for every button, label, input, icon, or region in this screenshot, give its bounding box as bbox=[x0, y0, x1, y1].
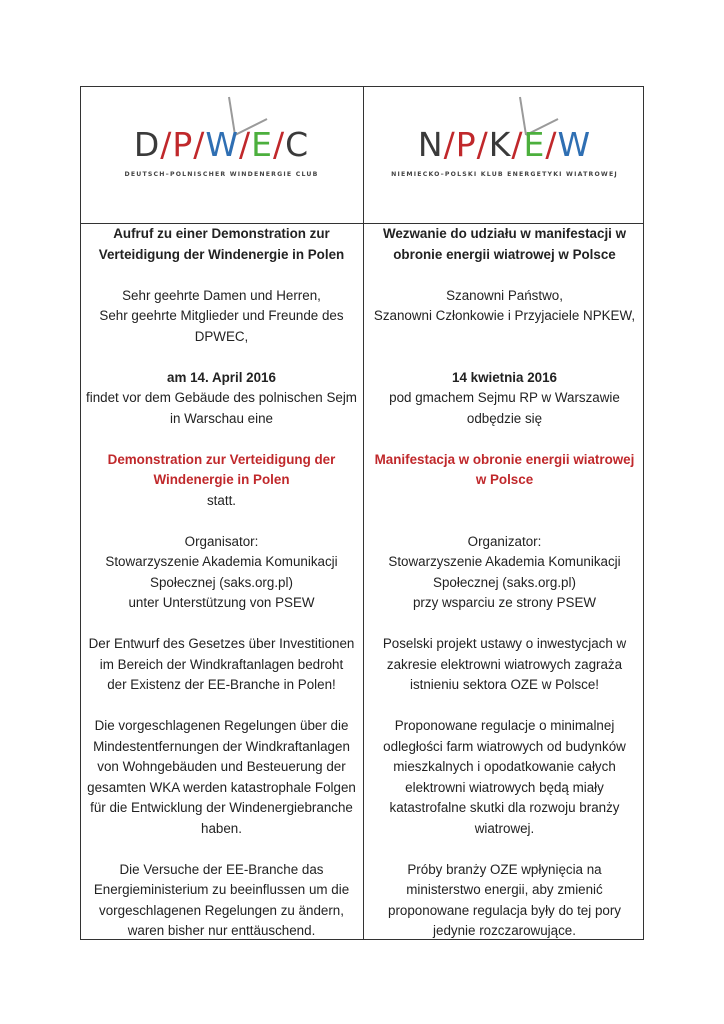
polish-paragraph-line: katastrofalne skutki dla rozwoju branży bbox=[389, 800, 620, 815]
german-event-statt: statt. bbox=[206, 492, 237, 508]
german-paragraph-line: Mindestentfernungen der Windkraftanlagen bbox=[93, 738, 350, 754]
polish-column bbox=[364, 224, 645, 942]
german-title-line: Verteidigung der Windenergie in Polen bbox=[98, 246, 345, 262]
polish-greeting-line: Szanowni Państwo, bbox=[446, 287, 563, 303]
german-organizer-line: Stowarzyszenie Akademia Komunikacji bbox=[105, 554, 338, 569]
polish-paragraph-line: mieszkalnych i opodatkowanie całych bbox=[393, 759, 616, 774]
german-greeting-line: DPWEC, bbox=[194, 328, 249, 344]
polish-organizer-line: Organizator: bbox=[467, 533, 542, 549]
polish-title-line: Wezwanie do udziału w manifestacji w bbox=[382, 226, 627, 241]
polish-place-line: odbędzie się bbox=[466, 410, 543, 426]
german-paragraph-line: Die Versuche der EE-Branche das bbox=[119, 861, 324, 877]
polish-paragraph-line: Proponowane regulacje o minimalnej bbox=[394, 718, 615, 733]
german-paragraph-line: Energieministerium zu beeinflussen um die bbox=[93, 882, 350, 897]
polish-paragraph-line: elektrowni wiatrowych będą miały bbox=[405, 779, 604, 795]
polish-title-line: obronie energii wiatrowej w Polsce bbox=[393, 246, 616, 262]
german-paragraph-line: Der Entwurf des Gesetzes über Investitionen bbox=[88, 636, 355, 651]
dpwec-logo-letters: D/P/W/E/C bbox=[133, 125, 310, 164]
german-organizer-line: unter Unterstützung von PSEW bbox=[128, 595, 315, 610]
polish-paragraph-line: zakresie elektrowni wiatrowych zagraża bbox=[386, 656, 623, 672]
bilingual-table bbox=[80, 86, 644, 940]
polish-paragraph-line: wiatrowej. bbox=[474, 820, 535, 836]
polish-date: 14 kwietnia 2016 bbox=[452, 369, 557, 385]
german-place-line: findet vor dem Gebäude des polnischen Sejm bbox=[86, 390, 357, 405]
npkew-logo-subtitle: NIEMIECKO–POLSKI KLUB ENERGETYKI WIATROWEJ bbox=[391, 171, 618, 178]
german-place-line: in Warschau eine bbox=[170, 410, 273, 426]
polish-event-line: w Polsce bbox=[475, 472, 534, 487]
polish-organizer-line: Stowarzyszenie Akademia Komunikacji bbox=[388, 554, 621, 569]
german-greeting-line: Sehr geehrte Mitglieder und Freunde des bbox=[99, 308, 344, 323]
german-paragraph-line: von Wohngebäuden und Besteuerung der bbox=[97, 759, 346, 774]
german-paragraph-line: für die Entwicklung der Windenergiebranche bbox=[90, 800, 353, 815]
german-event-line: Demonstration zur Verteidigung der bbox=[107, 451, 336, 467]
german-paragraph-line: Die vorgeschlagenen Regelungen über die bbox=[94, 718, 349, 733]
polish-paragraph-line: ministerstwo energii, aby zmienić bbox=[406, 882, 603, 897]
polish-paragraph-line: Próby branży OZE wpłynięcia na bbox=[407, 861, 602, 877]
german-paragraph-line: vorgeschlagenen Regelungen zu ändern, bbox=[99, 902, 344, 918]
dpwec-logo bbox=[81, 87, 362, 223]
polish-paragraph-line: proponowane regulacja były do tej pory bbox=[388, 902, 621, 918]
polish-greeting-line: Szanowni Członkowie i Przyjaciele NPKEW, bbox=[373, 308, 636, 323]
german-paragraph-line: im Bereich der Windkraftanlagen bedroht bbox=[99, 656, 344, 672]
polish-paragraph-line: istnieniu sektora OZE w Polsce! bbox=[409, 677, 600, 692]
german-organizer-line: Społecznej (saks.org.pl) bbox=[150, 574, 293, 590]
german-organizer-line: Organisator: bbox=[184, 533, 259, 549]
polish-organizer-line: przy wsparciu ze strony PSEW bbox=[412, 595, 597, 610]
polish-organizer-line: Społecznej (saks.org.pl) bbox=[433, 574, 576, 590]
polish-paragraph-line: Poselski projekt ustawy o inwestycjach w bbox=[382, 636, 627, 651]
polish-paragraph-line: jedynie rozczarowujące. bbox=[433, 923, 576, 938]
german-paragraph-line: der Existenz der EE-Branche in Polen! bbox=[107, 677, 336, 692]
german-paragraph-line: gesamten WKA werden katastrophale Folgen bbox=[87, 779, 356, 795]
german-date: am 14. April 2016 bbox=[167, 369, 276, 385]
dpwec-logo-subtitle: DEUTSCH–POLNISCHER WINDENERGIE CLUB bbox=[124, 171, 319, 178]
npkew-logo-letters: N/P/K/E/W bbox=[417, 125, 592, 164]
german-greeting-line: Sehr geehrte Damen und Herren, bbox=[122, 287, 321, 303]
polish-event-line: Manifestacja w obronie energii wiatrowej bbox=[374, 451, 635, 467]
german-paragraph-line: haben. bbox=[201, 820, 242, 836]
german-paragraph-line: waren bisher nur enttäuschend. bbox=[127, 923, 316, 938]
german-event-line: Windenergie in Polen bbox=[153, 472, 290, 487]
polish-paragraph-line: odległości farm wiatrowych od budynków bbox=[383, 738, 626, 754]
npkew-logo bbox=[364, 87, 645, 223]
german-title-line: Aufruf zu einer Demonstration zur bbox=[113, 226, 330, 241]
polish-place-line: pod gmachem Sejmu RP w Warszawie bbox=[389, 390, 620, 405]
german-column bbox=[81, 224, 362, 942]
